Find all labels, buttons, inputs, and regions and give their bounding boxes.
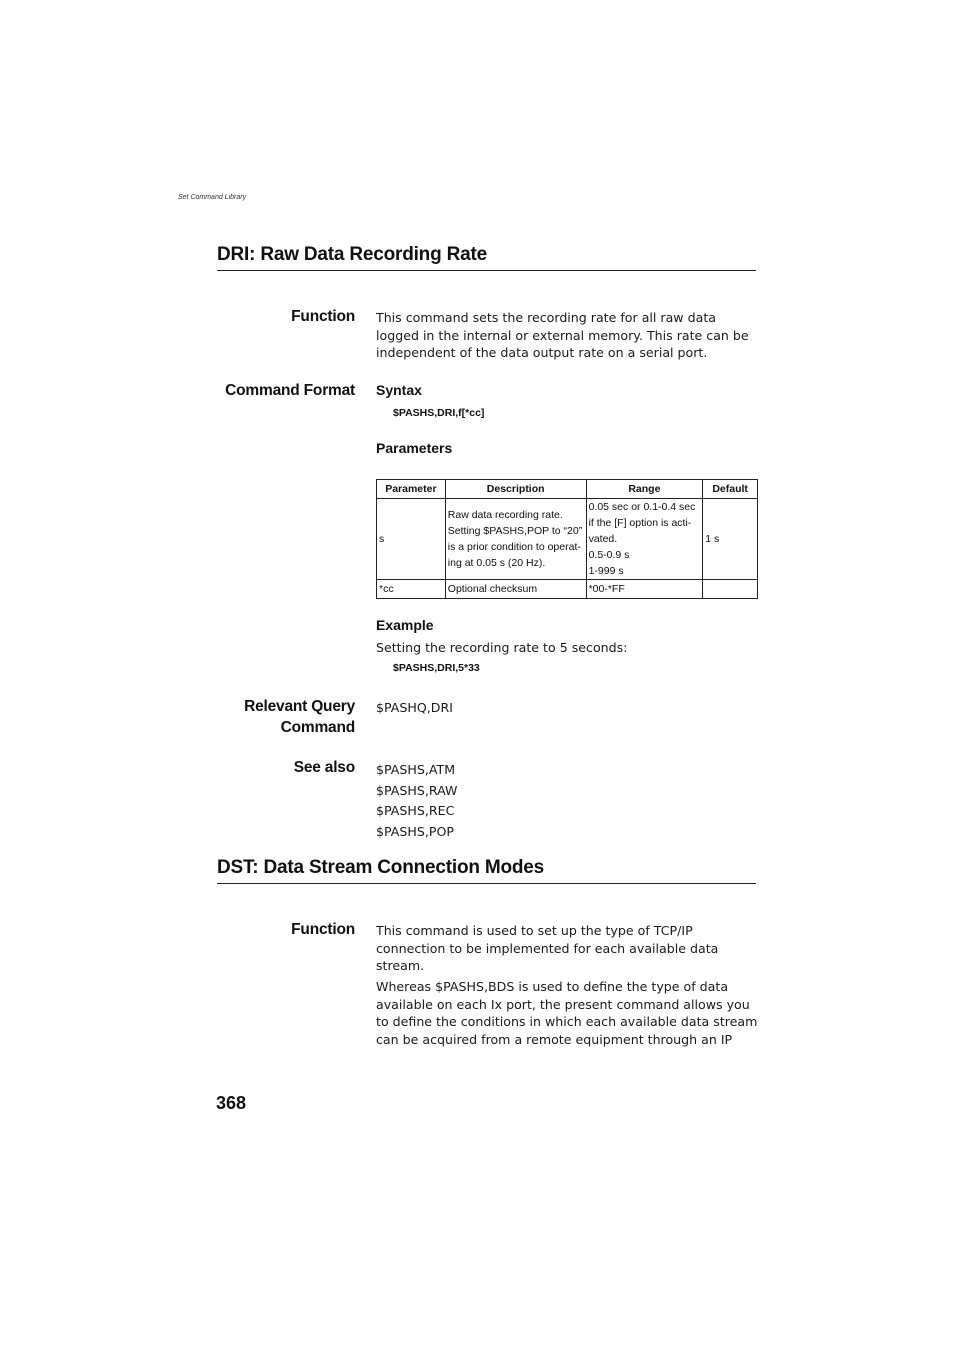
relevant-query-label-line: Command bbox=[280, 719, 355, 736]
command-format-label: Command Format bbox=[225, 382, 355, 399]
see-also-label: See also bbox=[293, 759, 355, 776]
relevant-query-value: $PASHQ,DRI bbox=[376, 700, 453, 715]
header-range: Range bbox=[586, 480, 703, 499]
description-line: ing at 0.05 s (20 Hz). bbox=[447, 557, 546, 569]
see-also-list bbox=[376, 760, 758, 842]
see-also-item: $PASHS,POP bbox=[376, 823, 454, 839]
cell-description bbox=[445, 499, 586, 580]
cell-parameter: s bbox=[377, 499, 446, 580]
section-title-dri: DRI: Raw Data Recording Rate bbox=[217, 244, 756, 271]
table-row bbox=[377, 499, 758, 580]
cell-default: 1 s bbox=[703, 499, 758, 580]
section-title-dst: DST: Data Stream Connection Modes bbox=[217, 857, 756, 884]
function-paragraph: This command is used to set up the type of TCP/IP connection to be implemented for each available data stream. bbox=[376, 923, 719, 974]
table-header-row bbox=[377, 480, 758, 499]
function-paragraph: Whereas $PASHS,BDS is used to define the type of data available on each Ix port, the present command allows you to define the conditions in which each available data stream can be acquired from a remote equipment through an IP bbox=[376, 979, 758, 1047]
syntax-code: $PASHS,DRI,f[*cc] bbox=[393, 407, 485, 419]
cell-default bbox=[703, 580, 758, 599]
relevant-query-label-line: Relevant Query bbox=[244, 698, 355, 715]
see-also-item: $PASHS,RAW bbox=[376, 782, 458, 798]
cell-range bbox=[586, 499, 703, 580]
cell-description: Optional checksum bbox=[445, 580, 586, 599]
page-number: 368 bbox=[216, 1093, 247, 1113]
running-head: Set Command Library bbox=[178, 194, 247, 201]
description-line: Raw data recording rate. bbox=[447, 509, 563, 521]
description-line: is a prior condition to operat- bbox=[447, 541, 581, 553]
function-label: Function bbox=[291, 308, 355, 325]
function-label: Function bbox=[291, 921, 355, 938]
range-line: 0.05 sec or 0.1-0.4 sec bbox=[588, 501, 696, 513]
range-line: 0.5-0.9 s bbox=[588, 549, 630, 561]
header-description: Description bbox=[445, 480, 586, 499]
syntax-heading: Syntax bbox=[376, 382, 422, 398]
parameters-table bbox=[376, 479, 758, 599]
parameters-heading: Parameters bbox=[376, 440, 453, 456]
description-line: Setting $PASHS,POP to “20” bbox=[447, 525, 583, 537]
table-row bbox=[377, 580, 758, 599]
see-also-item: $PASHS,ATM bbox=[376, 762, 456, 777]
range-line: 1-999 s bbox=[588, 565, 624, 577]
header-default: Default bbox=[703, 480, 758, 499]
cell-range: *00-*FF bbox=[586, 580, 703, 599]
range-line: if the [F] option is acti- bbox=[588, 517, 692, 529]
example-code: $PASHS,DRI,5*33 bbox=[393, 662, 480, 674]
example-text: Setting the recording rate to 5 seconds: bbox=[376, 640, 628, 655]
function-text: This command sets the recording rate for all raw data logged in the internal or external memory. This rate can be independent of the data output rate on a serial port. bbox=[376, 310, 749, 361]
range-line: vated. bbox=[588, 533, 618, 545]
relevant-query-label bbox=[217, 696, 355, 738]
header-parameter: Parameter bbox=[377, 480, 446, 499]
see-also-item: $PASHS,REC bbox=[376, 803, 455, 819]
cell-parameter: *cc bbox=[377, 580, 446, 599]
example-heading: Example bbox=[376, 617, 434, 633]
